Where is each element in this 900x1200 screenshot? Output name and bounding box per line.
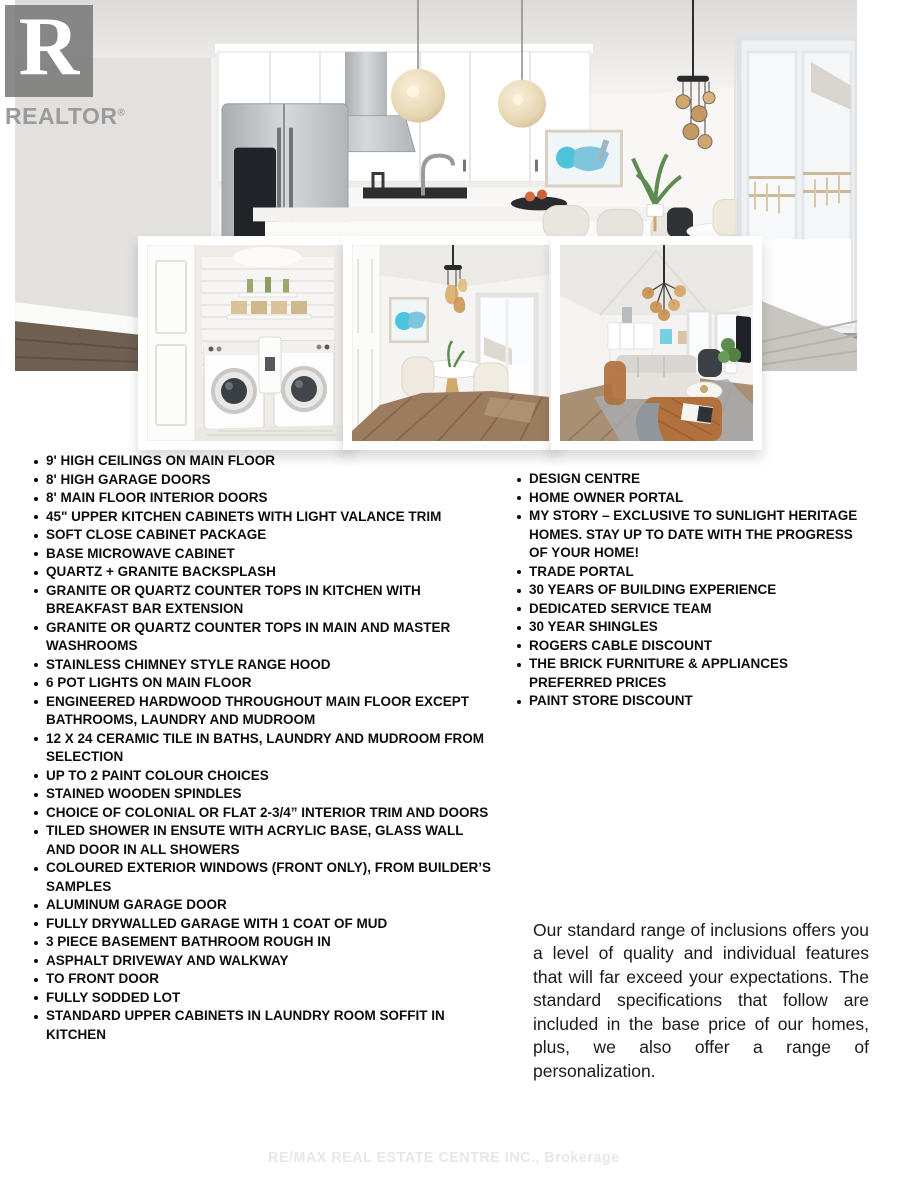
feature-item: ALUMINUM GARAGE DOOR: [32, 896, 494, 915]
utility-sink: [259, 337, 281, 393]
feature-item: ROGERS CABLE DISCOUNT: [515, 637, 867, 656]
feature-item: QUARTZ + GRANITE BACKSPLASH: [32, 563, 494, 582]
feature-item: 45" UPPER KITCHEN CABINETS WITH LIGHT VALANCE TRIM: [32, 508, 494, 527]
feature-item: THE BRICK FURNITURE & APPLIANCES PREFERRED PRICES: [515, 655, 867, 692]
feature-item: MY STORY – EXCLUSIVE TO SUNLIGHT HERITAGE HOMES. STAY UP TO DATE WITH THE PROGRESS OF YOUR HOME!: [515, 507, 867, 563]
brokerage-watermark: RE/MAX REAL ESTATE CENTRE INC., Brokerage: [268, 1150, 620, 1166]
laundry-room-photo: [138, 236, 352, 450]
washer: [204, 343, 264, 429]
dining-area-photo: [343, 236, 558, 450]
registered-mark: ®: [117, 107, 126, 119]
feature-item: 9' HIGH CEILINGS ON MAIN FLOOR: [32, 452, 494, 471]
feature-item: ENGINEERED HARDWOOD THROUGHOUT MAIN FLOOR EXCEPT BATHROOMS, LAUNDRY AND MUDROOM: [32, 693, 494, 730]
feature-item: COLOURED EXTERIOR WINDOWS (FRONT ONLY), FROM BUILDER’S SAMPLES: [32, 859, 494, 896]
feature-item: STAINED WOODEN SPINDLES: [32, 785, 494, 804]
feature-item: 6 POT LIGHTS ON MAIN FLOOR: [32, 674, 494, 693]
feature-item: CHOICE OF COLONIAL OR FLAT 2-3/4” INTERIOR TRIM AND DOORS: [32, 804, 494, 823]
feature-item: BASE MICROWAVE CABINET: [32, 545, 494, 564]
feature-item: FULLY SODDED LOT: [32, 989, 494, 1008]
realtor-wordmark: REALTOR®: [5, 103, 126, 129]
living-room-photo: [551, 236, 762, 450]
inclusions-list-right: [515, 470, 867, 711]
small-art-teal: [660, 329, 672, 344]
feature-item: GRANITE OR QUARTZ COUNTER TOPS IN KITCHEN WITH BREAKFAST BAR EXTENSION: [32, 582, 494, 619]
feature-item: 8' MAIN FLOOR INTERIOR DOORS: [32, 489, 494, 508]
realtor-logo: [5, 0, 126, 130]
feature-item: UP TO 2 PAINT COLOUR CHOICES: [32, 767, 494, 786]
accent-chair: [698, 349, 722, 377]
feature-item: STAINLESS CHIMNEY STYLE RANGE HOOD: [32, 656, 494, 675]
feature-item: DEDICATED SERVICE TEAM: [515, 600, 867, 619]
feature-item: FULLY DRYWALLED GARAGE WITH 1 COAT OF MUD: [32, 915, 494, 934]
feature-item: DESIGN CENTRE: [515, 470, 867, 489]
dining-wall-art: [389, 297, 429, 343]
realtor-r-icon: R: [18, 0, 80, 94]
feature-item: 30 YEAR SHINGLES: [515, 618, 867, 637]
feature-item: TRADE PORTAL: [515, 563, 867, 582]
feature-item: ASPHALT DRIVEWAY AND WALKWAY: [32, 952, 494, 971]
range-hood: [345, 52, 387, 116]
laundry-door: [147, 245, 195, 441]
feature-item: GRANITE OR QUARTZ COUNTER TOPS IN MAIN AND MASTER WASHROOMS: [32, 619, 494, 656]
leather-bench: [636, 397, 722, 441]
feature-item: 3 PIECE BASEMENT BATHROOM ROUGH IN: [32, 933, 494, 952]
feature-item: STANDARD UPPER CABINETS IN LAUNDRY ROOM SOFFIT IN KITCHEN: [32, 1007, 494, 1044]
inclusions-paragraph: Our standard range of inclusions offers you a level of quality and individual features that will far exceed your expectations. The standard specifications that follow are included in the base price of our homes, plus, we also offer a range of personalization.: [533, 919, 869, 1081]
feature-item: 30 YEARS OF BUILDING EXPERIENCE: [515, 581, 867, 600]
realtor-logo-box: [5, 0, 93, 97]
dryer: [274, 341, 334, 427]
feature-item: SOFT CLOSE CABINET PACKAGE: [32, 526, 494, 545]
wall-art: [545, 130, 623, 188]
feature-item: HOME OWNER PORTAL: [515, 489, 867, 508]
feature-item: 12 X 24 CERAMIC TILE IN BATHS, LAUNDRY AND MUDROOM FROM SELECTION: [32, 730, 494, 767]
feature-item: 8' HIGH GARAGE DOORS: [32, 471, 494, 490]
cooktop: [363, 187, 467, 198]
feature-item: TILED SHOWER IN ENSUTE WITH ACRYLIC BASE, GLASS WALL AND DOOR IN ALL SHOWERS: [32, 822, 494, 859]
inclusions-list-left: [32, 452, 494, 1044]
feature-item: TO FRONT DOOR: [32, 970, 494, 989]
feature-item: PAINT STORE DISCOUNT: [515, 692, 867, 711]
